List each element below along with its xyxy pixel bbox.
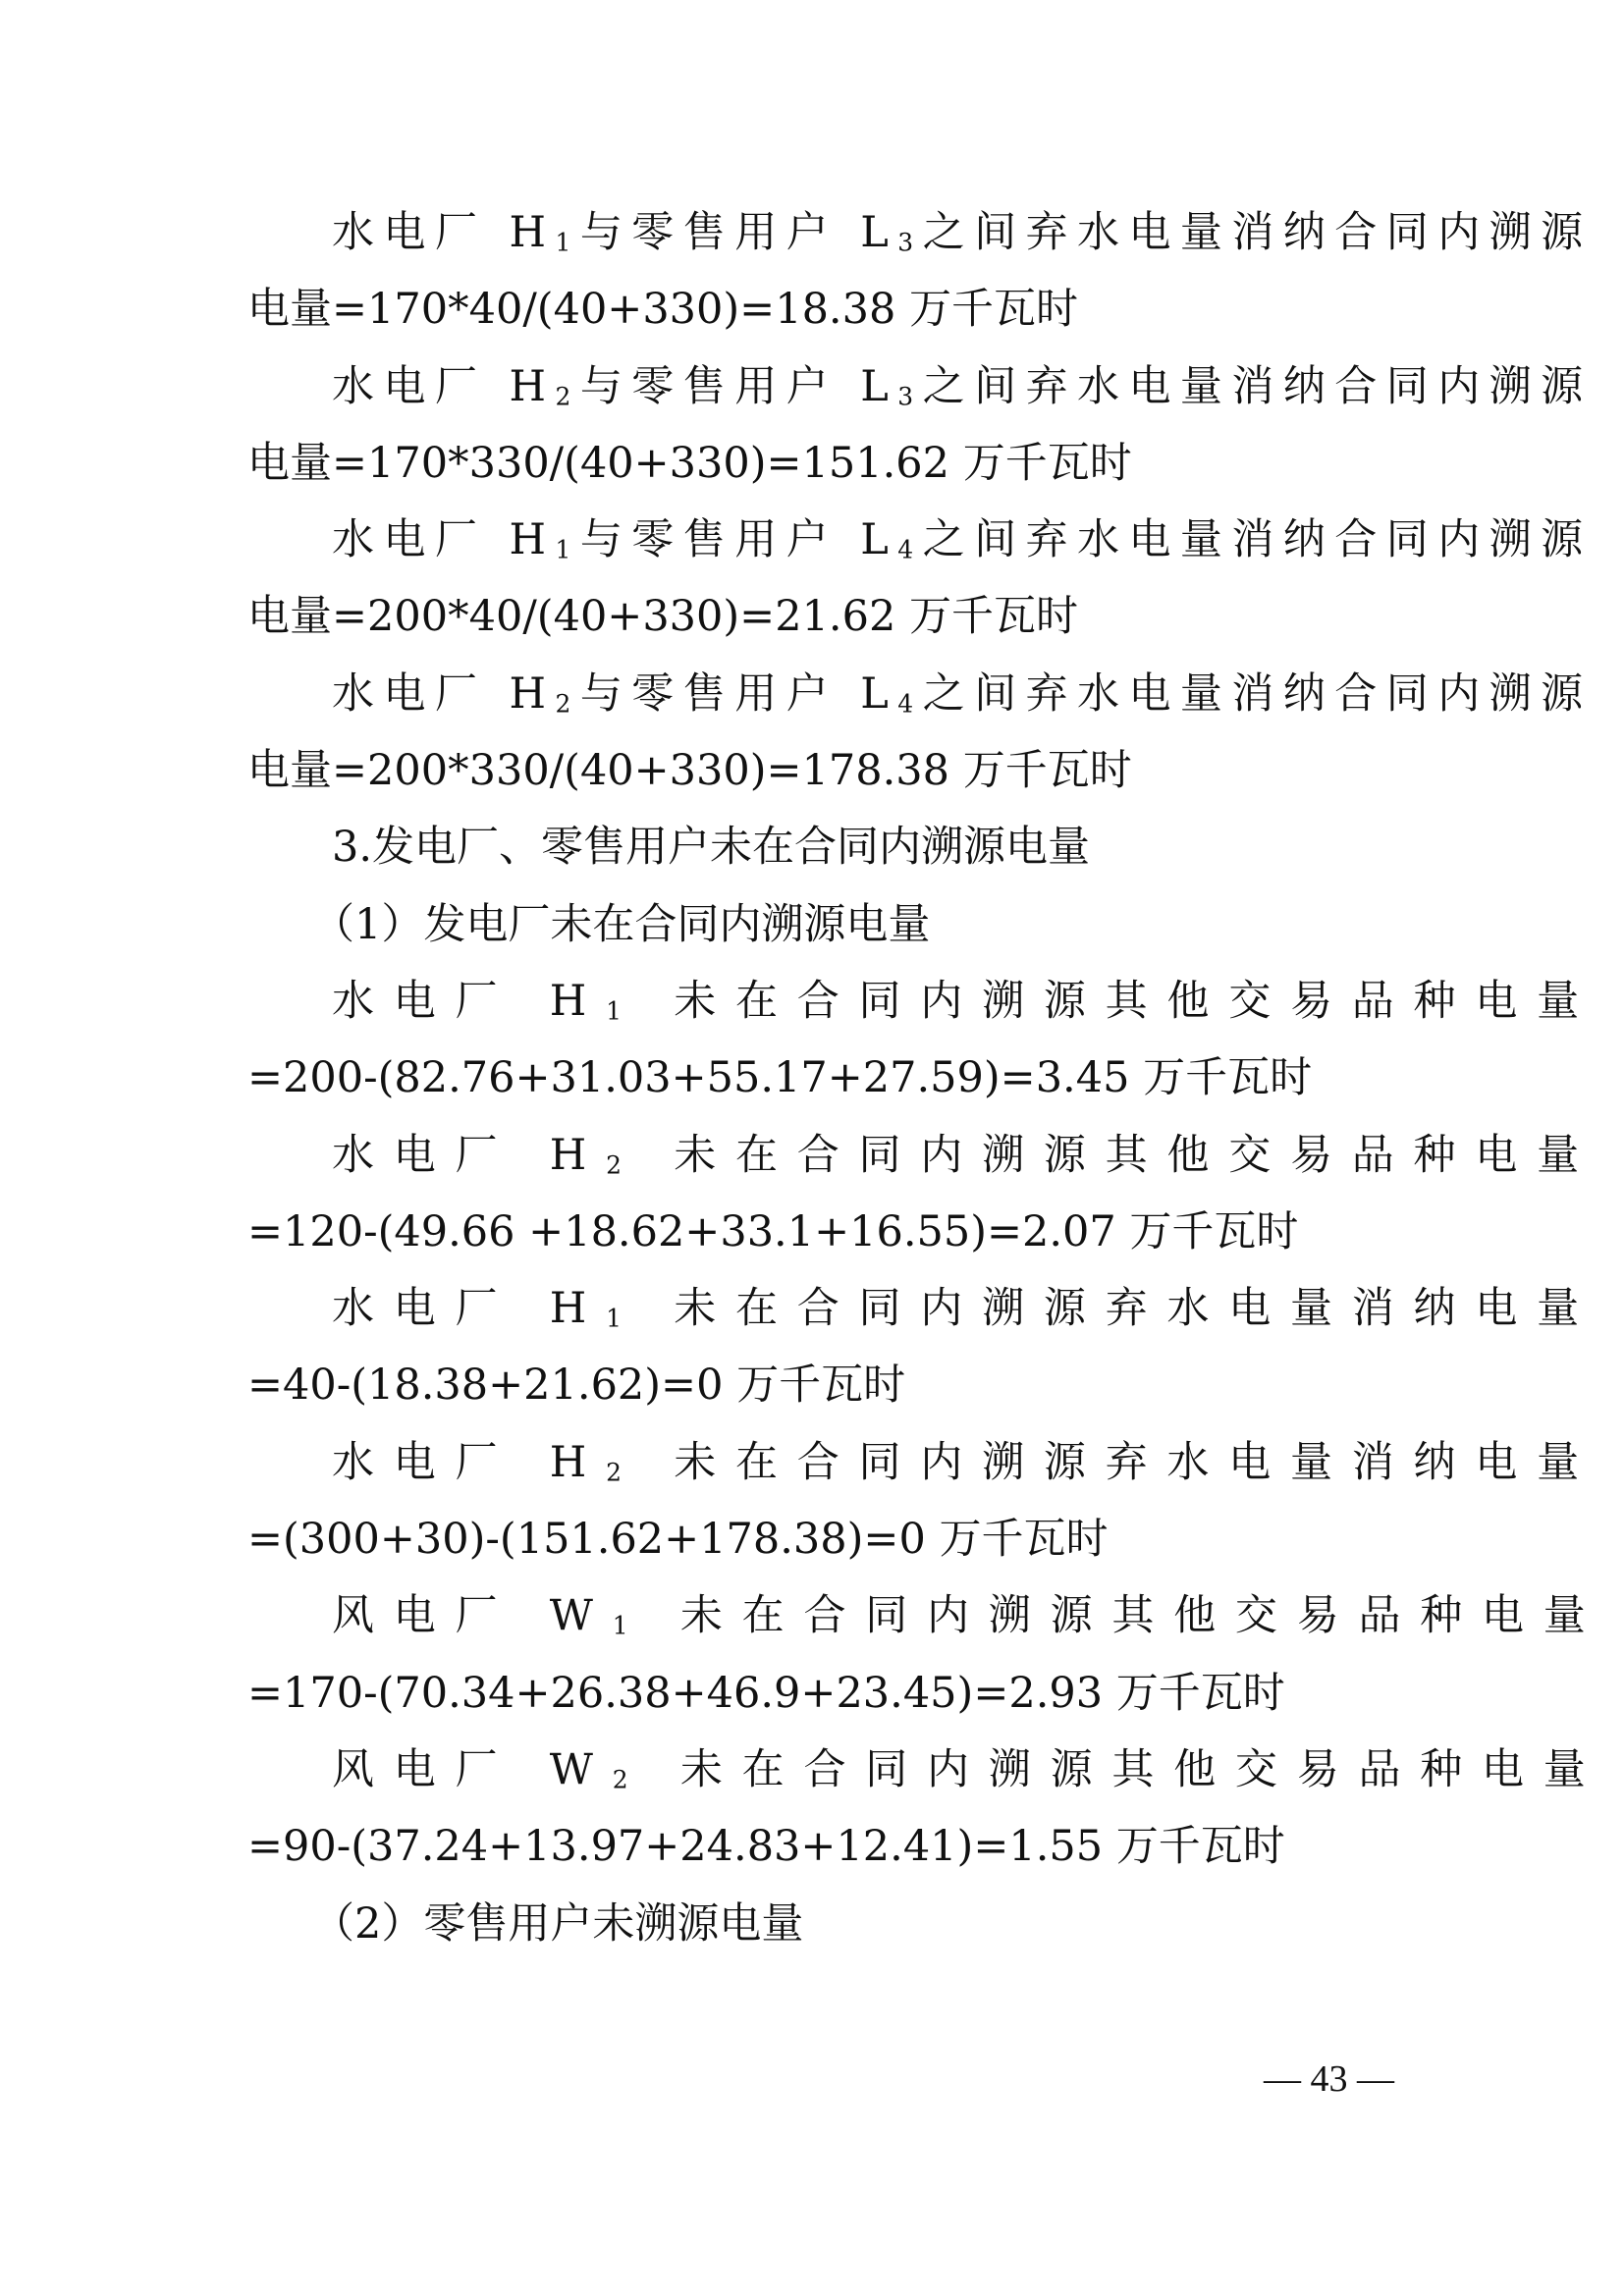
- symbol: L: [860, 515, 898, 565]
- subscript: 3: [897, 228, 923, 257]
- text-run: 水电厂: [332, 1284, 517, 1334]
- paragraph-line: [247, 1732, 1605, 1808]
- text-run: 风电厂: [332, 1591, 517, 1641]
- subsection-heading: （1）发电厂未在合同内溯源电量: [312, 899, 931, 949]
- paragraph-continuation: 电量=170*330/(40+330)=151.62 万千瓦时: [247, 438, 1132, 488]
- text-run: 之间弃水电量消纳合同内溯源: [922, 361, 1593, 411]
- symbol: H: [509, 361, 556, 411]
- symbol: H: [549, 1284, 607, 1334]
- subscript: 2: [606, 1458, 641, 1487]
- subscript: 4: [897, 689, 923, 719]
- page-number: — 43 —: [1264, 2058, 1394, 2100]
- paragraph-continuation: =40-(18.38+21.62)=0 万千瓦时: [247, 1361, 906, 1411]
- paragraph-continuation: =(300+30)-(151.62+178.38)=0 万千瓦时: [247, 1515, 1109, 1565]
- text-run: 风电厂: [332, 1744, 517, 1794]
- subscript: 1: [612, 1611, 648, 1640]
- text-run: 水电厂: [332, 1130, 517, 1180]
- text-run: 水电厂: [332, 208, 487, 257]
- paragraph-continuation: =200-(82.76+31.03+55.17+27.59)=3.45 万千瓦时: [247, 1053, 1313, 1103]
- symbol: H: [549, 1130, 607, 1180]
- subsection-heading: （2）零售用户未溯源电量: [312, 1898, 804, 1949]
- text-run: 之间弃水电量消纳合同内溯源: [922, 515, 1593, 565]
- text-run: 之间弃水电量消纳合同内溯源: [922, 208, 1593, 257]
- text-run: 与零售用户: [579, 208, 839, 257]
- symbol: H: [509, 668, 556, 719]
- paragraph-continuation: =170-(70.34+26.38+46.9+23.45)=2.93 万千瓦时: [247, 1668, 1285, 1718]
- paragraph-line: [247, 963, 1598, 1040]
- paragraph-line: [247, 1424, 1598, 1501]
- symbol: L: [860, 361, 898, 411]
- paragraph-line: [247, 656, 1593, 732]
- subscript: 2: [555, 382, 580, 411]
- text-run: 与零售用户: [579, 515, 839, 565]
- symbol: W: [549, 1591, 613, 1641]
- paragraph-line: [247, 348, 1593, 425]
- text-run: 未在合同内溯源其他交易品种电量: [679, 1744, 1605, 1794]
- paragraph-continuation: 电量=200*330/(40+330)=178.38 万千瓦时: [247, 746, 1132, 796]
- symbol: H: [549, 1437, 607, 1487]
- subscript: 1: [555, 535, 580, 564]
- paragraph-line: [247, 1270, 1598, 1347]
- paragraph-line: [247, 194, 1593, 271]
- subscript: 2: [612, 1765, 648, 1794]
- paragraph-line: [247, 502, 1593, 578]
- text-run: 与零售用户: [579, 361, 839, 411]
- subscript: 4: [897, 535, 923, 564]
- text-run: 水电厂: [332, 668, 487, 719]
- subscript: 2: [606, 1150, 641, 1180]
- symbol: H: [509, 208, 556, 257]
- text-run: 未在合同内溯源其他交易品种电量: [674, 1130, 1598, 1180]
- subscript: 3: [897, 382, 923, 411]
- text-run: 水电厂: [332, 1437, 517, 1487]
- body-text: [247, 194, 1605, 1962]
- symbol: H: [549, 976, 607, 1026]
- symbol: L: [860, 668, 898, 719]
- text-run: 水电厂: [332, 361, 487, 411]
- subscript: 1: [606, 996, 641, 1026]
- subscript: 2: [555, 689, 580, 719]
- text-run: 未在合同内溯源其他交易品种电量: [674, 976, 1598, 1026]
- paragraph-line: [247, 1577, 1605, 1654]
- paragraph-continuation: 电量=170*40/(40+330)=18.38 万千瓦时: [247, 285, 1078, 335]
- section-heading: 3.发电厂、零售用户未在合同内溯源电量: [332, 823, 1091, 873]
- paragraph-continuation: =120-(49.66 +18.62+33.1+16.55)=2.07 万千瓦时: [247, 1206, 1299, 1256]
- text-run: 未在合同内溯源弃水电量消纳电量: [674, 1437, 1598, 1487]
- symbol: H: [509, 515, 556, 565]
- symbol: L: [860, 208, 898, 257]
- text-run: 之间弃水电量消纳合同内溯源: [922, 668, 1593, 719]
- text-run: 水电厂: [332, 976, 517, 1026]
- subscript: 1: [606, 1304, 641, 1333]
- subscript: 1: [555, 228, 580, 257]
- paragraph-line: [247, 1117, 1598, 1194]
- text-run: 未在合同内溯源其他交易品种电量: [679, 1591, 1605, 1641]
- symbol: W: [549, 1744, 613, 1794]
- text-run: 未在合同内溯源弃水电量消纳电量: [674, 1284, 1598, 1334]
- text-run: 水电厂: [332, 515, 487, 565]
- text-run: 与零售用户: [579, 668, 839, 719]
- paragraph-continuation: =90-(37.24+13.97+24.83+12.41)=1.55 万千瓦时: [247, 1822, 1285, 1872]
- paragraph-continuation: 电量=200*40/(40+330)=21.62 万千瓦时: [247, 592, 1078, 642]
